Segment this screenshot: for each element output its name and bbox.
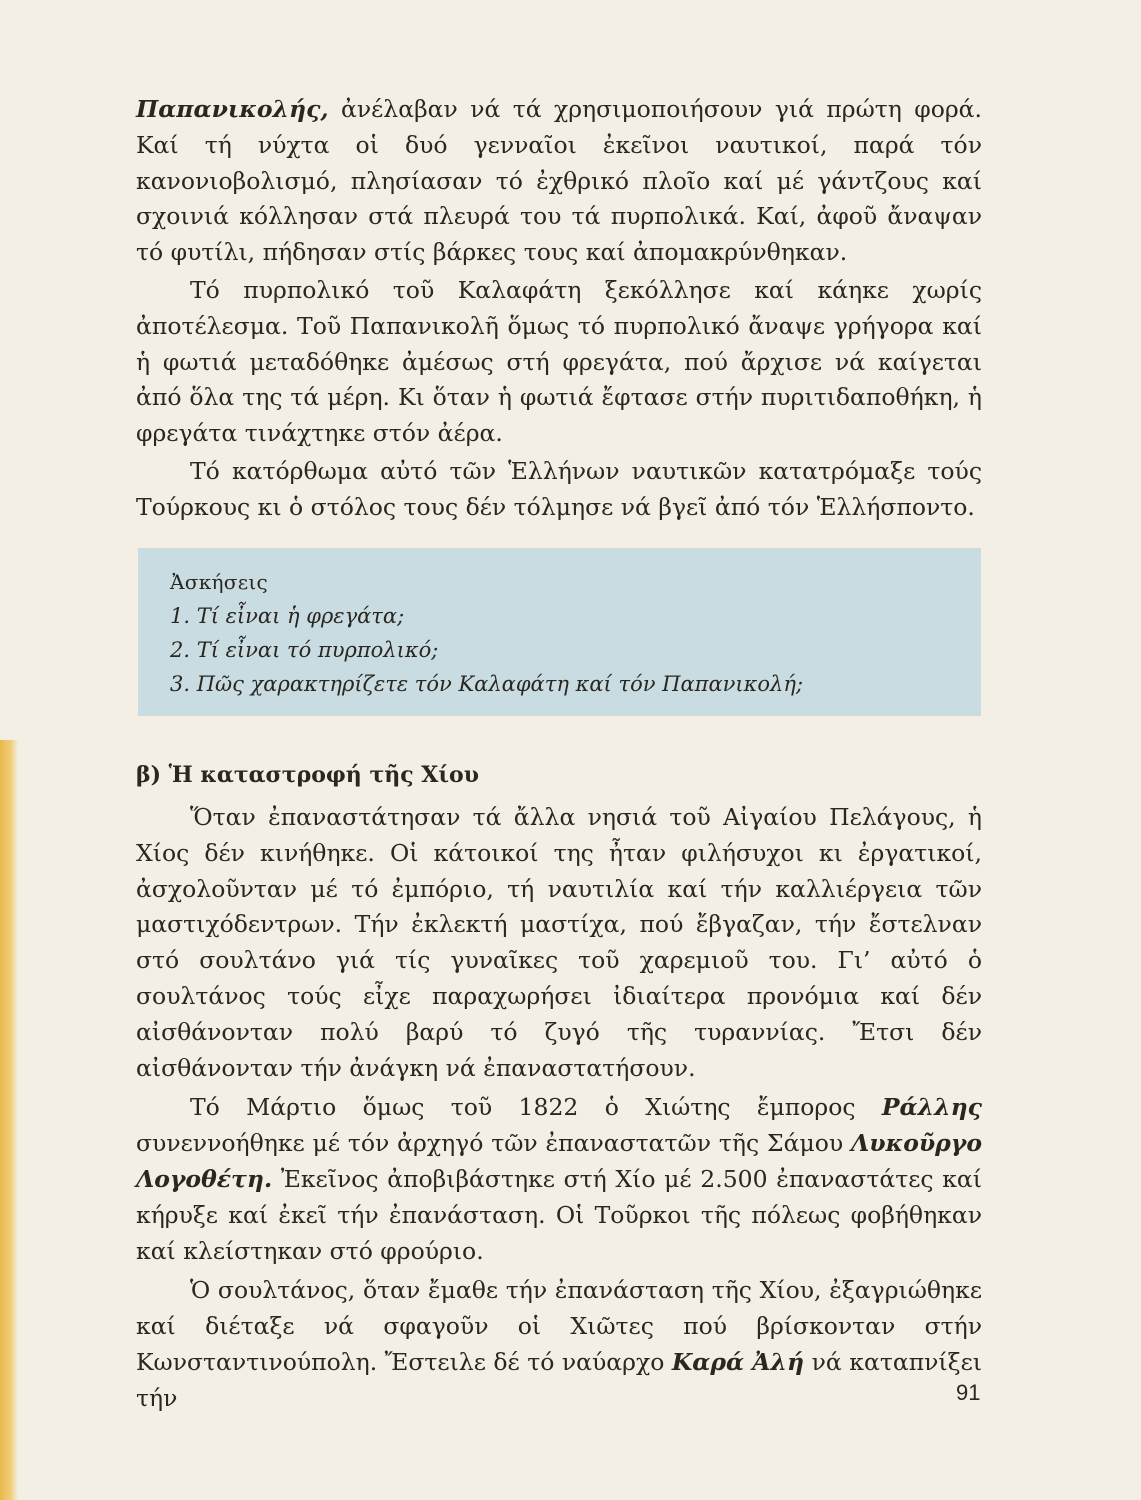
page-number: 91 [956,1380,981,1405]
exercise-item: 3. Πῶς χαρακτηρίζετε τόν Καλαφάτη καί τόν Παπανικολή; [170,672,804,696]
page-edge-stain [0,740,18,1500]
exercises-box [138,548,981,716]
name-rallis: Ράλλης [881,1093,982,1122]
section-b-paragraph-3-part-b: νά καταπνίξει τήν [136,1347,982,1412]
paragraph-2: Τό πυρπολικό τοῦ Καλαφάτη ξεκόλλησε καί κάηκε χωρίς ἀποτέλεσμα. Τοῦ Παπανικολῆ ὅμως τό πυρπολικό ἄναψε γρήγορα καί ἡ φωτιά μεταδόθηκε ἀμέσως στή φρεγάτα, πού ἄρχισε νά καίγεται ἀπό ὅλα της τά μέρη. Κι ὅταν ἡ φωτιά ἔφτασε στήν πυριτιδαποθήκη, ἡ φρεγάτα τινάχτηκε στόν ἀέρα. [136,275,982,448]
paragraph-1 [136,92,982,271]
section-b-text-block [136,800,982,1417]
paragraph-3: Τό κατόρθωμα αὐτό τῶν Ἑλλήνων ναυτικῶν κατατρόμαξε τούς Τούρκους κι ὁ στόλος τους δέν τόλμησε νά βγεῖ ἀπό τόν Ἑλλήσποντο. [136,456,982,521]
section-b-paragraph-2-part-a: Τό Μάρτιο ὅμως τοῦ 1822 ὁ Χιώτης ἔμπορος [190,1093,882,1122]
exercise-item: 2. Τί εἶναι τό πυρπολικό; [170,638,439,662]
top-text-block [136,92,982,526]
exercises-title: Ἀσκήσεις [170,570,269,594]
exercise-item: 1. Τί εἶναι ἡ φρεγάτα; [170,604,405,628]
name-papanikolis: Παπανικολής, [136,95,329,123]
name-kara-ali: Καρά Ἀλή [671,1347,805,1376]
name-lykourgos-logothetis: Λυκοῦργο Λογοθέτη. [136,1129,982,1193]
section-b-paragraph-2-part-b: συνεννοήθηκε μέ τόν ἀρχηγό τῶν ἐπαναστατῶν τῆς Σάμου [136,1129,852,1158]
section-heading: β) Ἡ καταστροφή τῆς Χίου [136,762,479,788]
section-b-paragraph-3 [136,1273,982,1416]
section-b-paragraph-2-part-c: Ἐκεῖνος ἀποβιβάστηκε στή Χίο μέ 2.500 ἐπαναστάτες καί κήρυξε καί ἐκεῖ τήν ἐπανάσταση. Οἱ Τοῦρκοι τῆς πόλεως φοβήθηκαν καί κλείστηκαν στό φρούριο. [136,1164,982,1265]
section-b-paragraph-1: Ὅταν ἐπαναστάτησαν τά ἄλλα νησιά τοῦ Αἰγαίου Πελάγους, ἡ Χίος δέν κινήθηκε. Οἱ κάτοικοί της ἦταν φιλήσυχοι κι ἐργατικοί, ἀσχολοῦνταν μέ τό ἐμπόριο, τή ναυτιλία καί τήν καλλιέργεια τῶν μαστιχόδεντρων. Τήν ἐκλεκτή μαστίχα, πού ἔβγαζαν, τήν ἔστελναν στό σουλτάνο γιά τίς γυναῖκες τοῦ χαρεμιοῦ του. Γι’ αὐτό ὁ σουλτάνος τούς εἶχε παραχωρήσει ἰδιαίτερα προνόμια καί δέν αἰσθάνονταν πολύ βαρύ τό ζυγό τῆς τυραννίας. Ἔτσι δέν αἰσθάνονταν τήν ἀνάγκη νά ἐπαναστατήσουν. [136,803,982,1082]
section-b-paragraph-2 [136,1090,982,1269]
section-b-paragraph-3-part-a: Ὁ σουλτάνος, ὅταν ἔμαθε τήν ἐπανάσταση τῆς Χίου, ἐξαγριώθηκε καί διέταξε νά σφαγοῦν οἱ Χιῶτες πού βρίσκονταν στήν Κωνσταντινούπολη. Ἔστειλε δέ τό ναύαρχο [136,1276,982,1376]
paragraph-1-text: ἀνέλαβαν νά τά χρησιμοποιήσουν γιά πρώτη φορά. Καί τή νύχτα οἱ δυό γενναῖοι ἐκεῖνοι ναυτικοί, παρά τόν κανονιοβολισμό, πλησίασαν τό ἐχθρικό πλοῖο καί μέ γάντζους καί σχοινιά κόλλησαν στά πλευρά του τά πυρπολικά. Καί, ἀφοῦ ἄναψαν τό φυτίλι, πήδησαν στίς βάρκες τους καί ἀπομακρύνθηκαν. [136,95,982,267]
